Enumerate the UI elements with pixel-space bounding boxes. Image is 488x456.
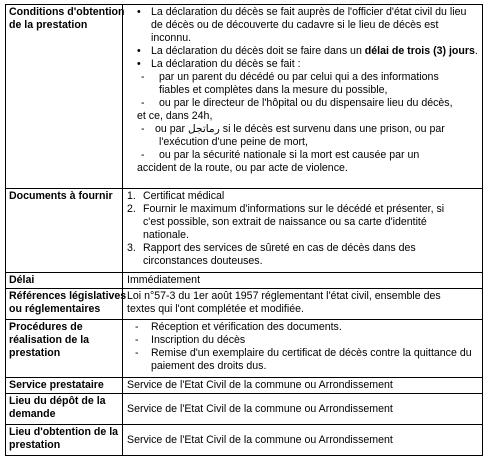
row-conditions [6, 5, 483, 189]
dash-marker: - [141, 149, 145, 161]
value-conditions [123, 5, 483, 189]
label-delai: Délai [6, 273, 123, 289]
dash-marker: - [135, 321, 139, 333]
bullet-item: • La déclaration du décès doit se faire dans un délai de trois (3) jours. [137, 45, 478, 57]
label-service: Service prestataire [6, 378, 123, 394]
row-references [6, 289, 483, 320]
dash-item: - ou par la sécurité nationale si la mort est causée par un accident de la route, ou par acte de violence. [137, 149, 420, 174]
label-obtention: Lieu d'obtention de la prestation [6, 425, 123, 456]
dash-item: - Réception et vérification des documents. [135, 321, 342, 333]
bullet-marker: • [137, 6, 141, 18]
numbered-item: 1. Certificat médical [127, 190, 225, 202]
dash-item: - par un parent du décédé ou par celui qui a des informations fiables et complètes dans la mesure du possible, [141, 71, 439, 96]
value-delai: Immédiatement [123, 273, 483, 289]
dash-marker: - [141, 123, 145, 135]
row-depot [6, 394, 483, 425]
row-service [6, 378, 483, 394]
dash-marker: - [135, 347, 139, 359]
row-procedures [6, 320, 483, 378]
label-conditions: Conditions d'obtention de la prestation [6, 5, 123, 189]
value-documents [123, 189, 483, 273]
label-documents: Documents à fournir [6, 189, 123, 273]
bullet-item: • La déclaration du décès se fait auprès de l'officier d'état civil du lieu de décès ou de découverte du cadavre si le lieu de décès est inconnu. [137, 6, 467, 44]
dash-item: - ou par le directeur de l'hôpital ou du dispensaire lieu du décès, et ce, dans 24h, [137, 97, 453, 122]
numbered-item: 2. Fournir le maximum d'informations sur le décédé et présenter, si c'est possible, son extrait de naissance ou sa carte d'identité nationale. [127, 203, 445, 241]
label-procedures: Procédures de réalisation de la prestation [6, 320, 123, 378]
row-delai [6, 273, 483, 289]
deadline-emphasis: délai de trois (3) jours [364, 45, 475, 57]
dash-item: - Remise d'un exemplaire du certificat de décès contre la quittance du paiement des droits dus. [135, 347, 472, 372]
value-service: Service de l'Etat Civil de la commune ou Arrondissement [123, 378, 483, 394]
arabic-term: رماتجل [188, 123, 220, 135]
dash-marker: - [135, 334, 139, 346]
row-documents [6, 189, 483, 273]
value-depot: Service de l'Etat Civil de la commune ou Arrondissement [123, 394, 483, 425]
value-obtention: Service de l'Etat Civil de la commune ou Arrondissement [123, 425, 483, 456]
dash-item: - ou par رماتجل si le décès est survenu dans une prison, ou par l'exécution d'une peine de mort, [141, 123, 445, 148]
value-procedures [123, 320, 483, 378]
dash-marker: - [141, 97, 145, 109]
label-depot: Lieu du dépôt de la demande [6, 394, 123, 425]
bullet-item: • La déclaration du décès se fait : [137, 58, 301, 70]
procedure-table [5, 4, 483, 456]
bullet-marker: • [137, 58, 141, 70]
row-obtention [6, 425, 483, 456]
numbered-item: 3. Rapport des services de sûreté en cas de décès dans des circonstances douteuses. [127, 242, 416, 267]
value-references: Loi n°57-3 du 1er août 1957 réglementant l'état civil, ensemble des textes qui l'ont complétée et modifiée. [123, 289, 483, 320]
dash-marker: - [141, 71, 145, 83]
label-references: Références législatives ou réglementaires [6, 289, 123, 320]
bullet-marker: • [137, 45, 141, 57]
dash-item: - Inscription du décès [135, 334, 246, 346]
